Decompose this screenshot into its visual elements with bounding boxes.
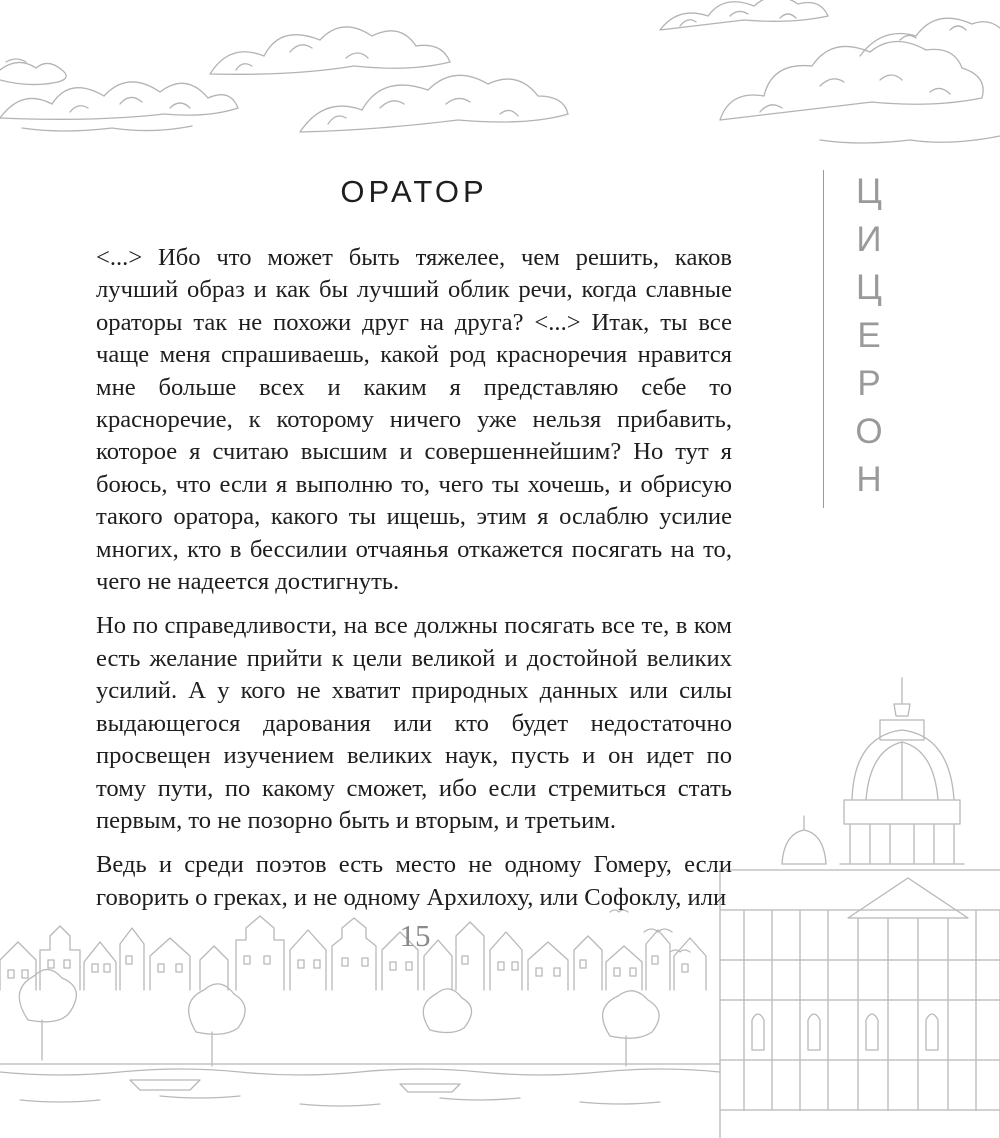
side-author-letter: Н (856, 460, 882, 499)
body-text (96, 242, 732, 926)
chapter-title: ОРАТОР (340, 174, 488, 209)
paragraph-1: <...> Ибо что может быть тяжелее, чем решить, каков лучший образ и как бы лучший облик речи, когда славные ораторы так не похожи друг на друга? <...> Итак, ты все чаще меня спрашиваешь, какой род красноречия нравится мне больше всех и каким я представляю себе то красноречие, к которому ничего уже нельзя прибавить, которое я считаю высшим и совершеннейшим? Но тут я боюсь, что если я выполню то, чего ты хочешь, и обрисую такого оратора, какого ты ищешь, этим я ослаблю усилие многих, кто в бессилии отчаянья откажется посягать на то, чего не надеется достигнуть. (96, 244, 732, 596)
paragraph-2: Но по справедливости, на все должны посягать все те, в ком есть желание прийти к цели великой и достойной великих усилий. А у кого не хватит природных данных или силы выдающегося дарования или кто будет недостаточно просвещен изучением великих наук, пусть и он идет по тому пути, по какому сможет, ибо если стремиться стать первым, то не позорно быть и вторым, и третьим. (96, 612, 732, 834)
side-author-name (846, 168, 892, 504)
clouds-illustration (0, 0, 1000, 160)
paragraph-3: Ведь и среди поэтов есть место не одному Гомеру, если говорить о греках, и не одному Архилоху, или Софоклу, или (96, 851, 732, 911)
side-author-letter: О (855, 412, 883, 451)
side-author-letter: Ц (856, 172, 882, 211)
side-author-letter: Ц (856, 268, 882, 307)
page-number: 15 (399, 918, 431, 953)
side-author-letter: Е (857, 316, 881, 355)
side-author-letter: И (856, 220, 882, 259)
side-divider (823, 170, 824, 508)
side-author-letter: Р (857, 364, 881, 403)
